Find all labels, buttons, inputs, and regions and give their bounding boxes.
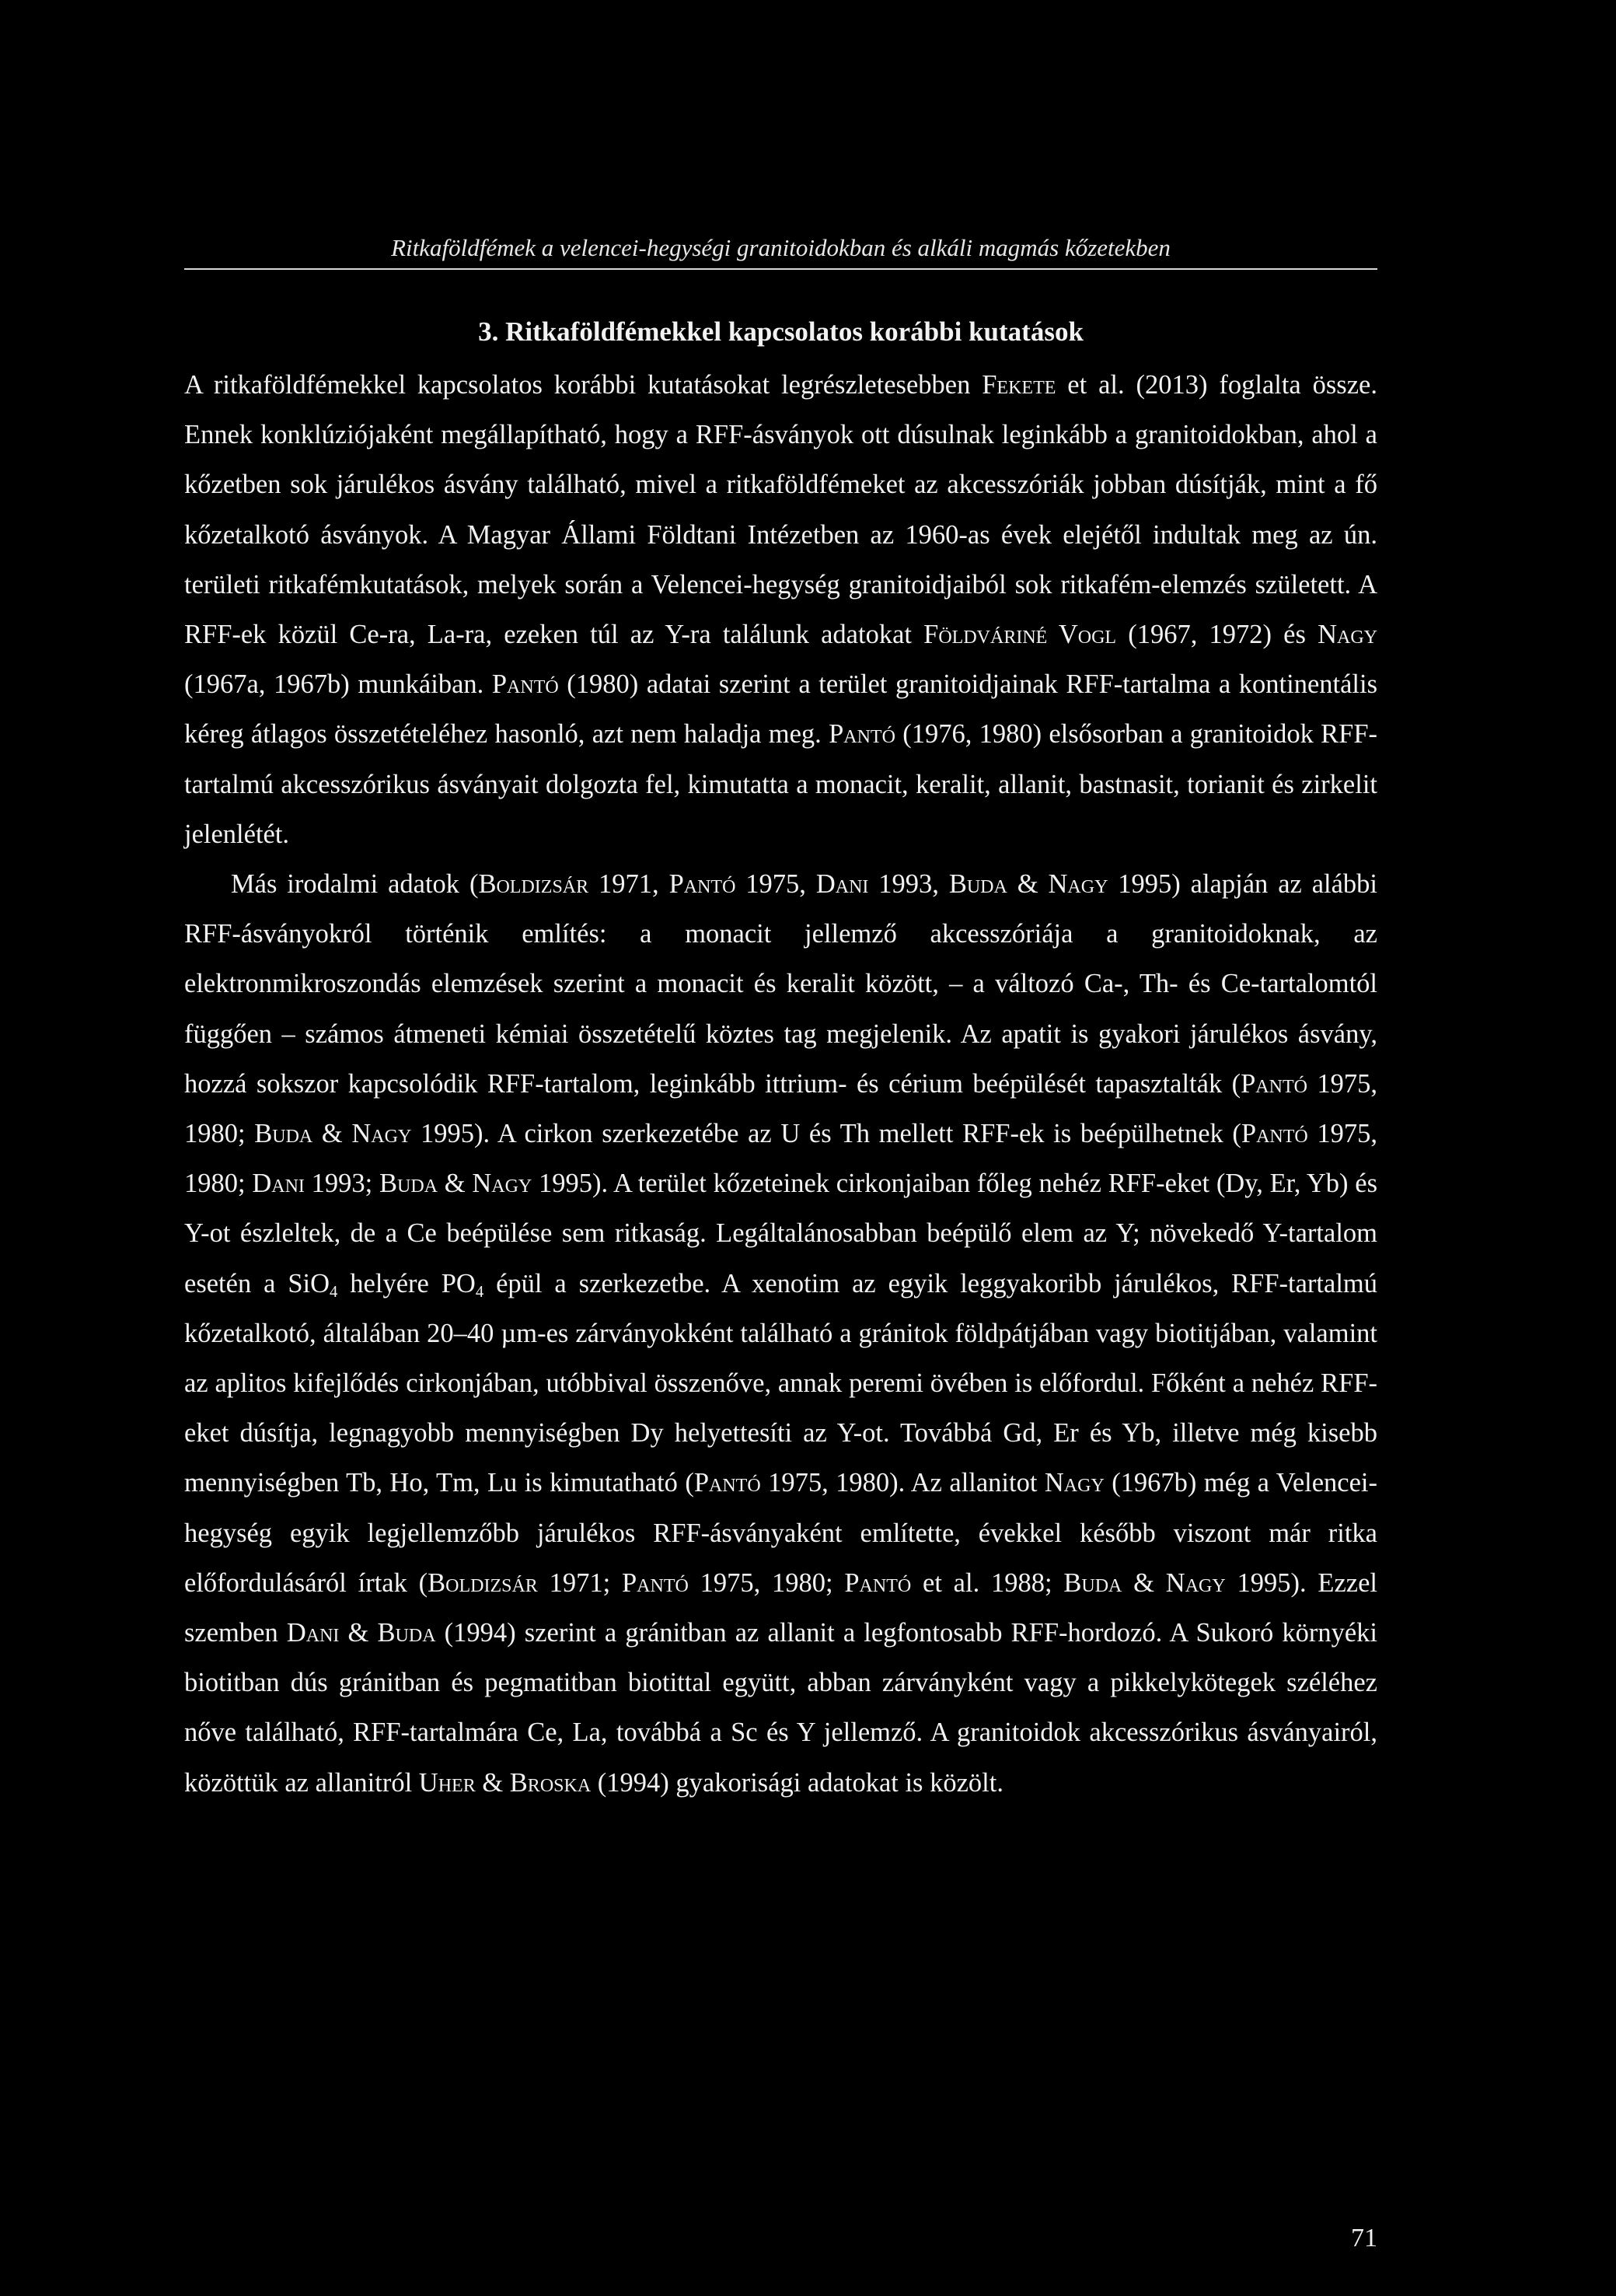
author-name: Dani [252, 1169, 305, 1199]
text-run: & [1007, 869, 1049, 900]
text-run: épül a szerkezetbe. A xenotim az egyik leggyakoribb járulékos, RFF-tartalmú kőzetalkotó, általában 20–40 µm-es zárványokként található a gránitok földpátjában vagy biotitjában, valamint az aplitos kifejlődés cirkonjában, utóbbival összenőve, annak peremi övében is előfordul. Főként a nehéz RFF-eket dúsítja, legnagyobb mennyiségben Dy helyettesíti az Y-ot. Továbbá Gd, Er és Yb, illetve még kisebb mennyiségben Tb, Ho, Tm, Lu is kimutatható ( [184, 1268, 1377, 1498]
subscript: 4 [330, 1283, 338, 1301]
text-run: (1980) adatai szerint a terület granitoidjainak RFF-tartalma a kontinentális kéreg átlagos összetételéhez hasonló, azt nem haladja meg. [184, 669, 1378, 750]
text-run: 1995). A terület kőzeteinek cirkonjaiban főleg nehéz RFF-eket (Dy, Er, Yb) és Y-ot észleltek, de a Ce beépülése sem ritkaság. Legáltalánosabban beépülő elem az Y; növekedő Y-tartalom esetén a SiO [184, 1169, 1378, 1298]
author-name: Nagy [1044, 1468, 1105, 1498]
author-name: Boldizsár [428, 1567, 538, 1598]
text-run: (1994) gyakorisági adatokat is közölt. [591, 1767, 1003, 1798]
text-run: 1975, 1980; [184, 1119, 1378, 1199]
author-name: Buda [254, 1119, 313, 1149]
text-run: & [312, 1119, 352, 1149]
author-name: Pantó [1241, 1068, 1307, 1099]
text-run: helyére PO [337, 1268, 476, 1298]
author-name: Nagy [351, 1119, 412, 1149]
text-run: (1994) szerint a gránitban az allanit a legfontosabb RFF-hordozó. A Sukoró környéki biotitban dús gránitban és pegmatitban biotittal együtt, abban zárványként vagy a pikkelykötegek széléhez nőve található, RFF-tartalmára Ce, La, továbbá a Sc és Y jellemző. A granitoidok akcesszórikus ásványairól, közöttük az allanitról [184, 1618, 1378, 1798]
author-name: Pantó [621, 1567, 689, 1598]
text-run: 1971, [588, 869, 669, 900]
text-run: & [475, 1767, 510, 1798]
author-name: Pantó [1241, 1119, 1308, 1149]
text-run: 1993; [304, 1169, 379, 1199]
text-run: et al. 1988; [911, 1567, 1064, 1598]
author-name: Buda [377, 1618, 436, 1648]
text-run: 1993, [868, 869, 949, 900]
author-name: Fekete [982, 370, 1056, 400]
text-run: 1975, 1980; [184, 1068, 1377, 1149]
page-number: 71 [1351, 2224, 1377, 2252]
author-name: Nagy [1318, 620, 1378, 650]
document-page [184, 233, 1378, 2252]
text-run: & [438, 1169, 473, 1199]
text-run: (1967, 1972) és [1116, 620, 1318, 650]
paragraph [184, 360, 1377, 859]
author-name: Pantó [668, 869, 736, 900]
author-name: Buda [379, 1169, 438, 1199]
author-name: Földváriné Vogl [923, 620, 1117, 650]
running-header: Ritkaföldfémek a velencei-hegységi granitoidokban és alkáli magmás kőzetekben [184, 233, 1377, 270]
author-name: Pantó [693, 1468, 761, 1498]
text-run: & [1122, 1567, 1166, 1598]
text-run: Más irodalmi adatok ( [231, 869, 479, 900]
text-run: 1975, [735, 869, 816, 900]
author-name: Pantó [491, 669, 559, 700]
subscript: 4 [475, 1283, 484, 1301]
author-name: Nagy [472, 1169, 532, 1199]
text-run: (1967b) még a Velencei-hegység egyik legjellemzőbb járulékos RFF-ásványaként említette, évekkel később viszont már ritka előfordulásáról írtak ( [184, 1468, 1377, 1598]
text-run: 1975, 1980). Az allanitot [760, 1468, 1045, 1498]
author-name: Broska [509, 1767, 592, 1798]
body-text [184, 360, 1377, 1808]
author-name: Uher [418, 1767, 476, 1798]
text-run: (1967a, 1967b) munkáiban. [184, 669, 492, 700]
text-run: & [339, 1618, 378, 1648]
text-run: 1995). A cirkon szerkezetébe az U és Th mellett RFF-ek is beépülhetnek ( [411, 1119, 1241, 1149]
author-name: Nagy [1048, 869, 1108, 900]
paragraph [184, 859, 1377, 1808]
author-name: Dani [286, 1618, 340, 1648]
text-run: 1971; [537, 1567, 622, 1598]
author-name: Dani [815, 869, 869, 900]
author-name: Pantó [844, 1567, 912, 1598]
author-name: Buda [1063, 1567, 1122, 1598]
author-name: Buda [948, 869, 1007, 900]
author-name: Pantó [829, 719, 895, 750]
text-run: A ritkaföldfémekkel kapcsolatos korábbi kutatásokat legrészletesebben [184, 370, 983, 400]
text-run: et al. (2013) foglalta össze. Ennek konklúziójaként megállapítható, hogy a RFF-ásványok ott dúsulnak leginkább a granitoidokban, ahol a kőzetben sok járulékos ásvány található, mivel a ritkaföldfémeket az akcesszóriák jobban dúsítják, mint a fő kőzetalkotó ásványok. A Magyar Állami Földtani Intézetben az 1960-as évek elejétől indultak meg az ún. területi ritkafémkutatások, melyek során a Velencei-hegység granitoidjaiból sok ritkafém-elemzés született. A RFF-ek közül Ce-ra, La-ra, ezeken túl az Y-ra találunk adatokat [184, 370, 1377, 650]
section-heading: 3. Ritkaföldfémekkel kapcsolatos korábbi kutatások [478, 316, 1084, 347]
text-run: 1995) alapján az alábbi RFF-ásványokról történik említés: a monacit jellemző akcesszóriája a granitoidoknak, az elektronmikroszondás elemzések szerint a monacit és keralit között, – a változó Ca-, Th- és Ce-tartalomtól függően – számos átmeneti kémiai összetételű köztes tag megjelenik. Az apatit is gyakori járulékos ásvány, hozzá sokszor kapcsolódik RFF-tartalom, leginkább ittrium- és cérium beépülését tapasztalták ( [184, 869, 1378, 1099]
text-run: 1995). Ezzel szemben [184, 1567, 1377, 1648]
author-name: Nagy [1165, 1567, 1226, 1598]
text-run: (1976, 1980) elsősorban a granitoidok RFF-tartalmú akcesszórikus ásványait dolgozta fel, kimutatta a monacit, keralit, allanit, bastnasit, torianit és zirkelit jelenlétét. [184, 719, 1378, 849]
author-name: Boldizsár [478, 869, 589, 900]
text-run: 1975, 1980; [688, 1567, 845, 1598]
